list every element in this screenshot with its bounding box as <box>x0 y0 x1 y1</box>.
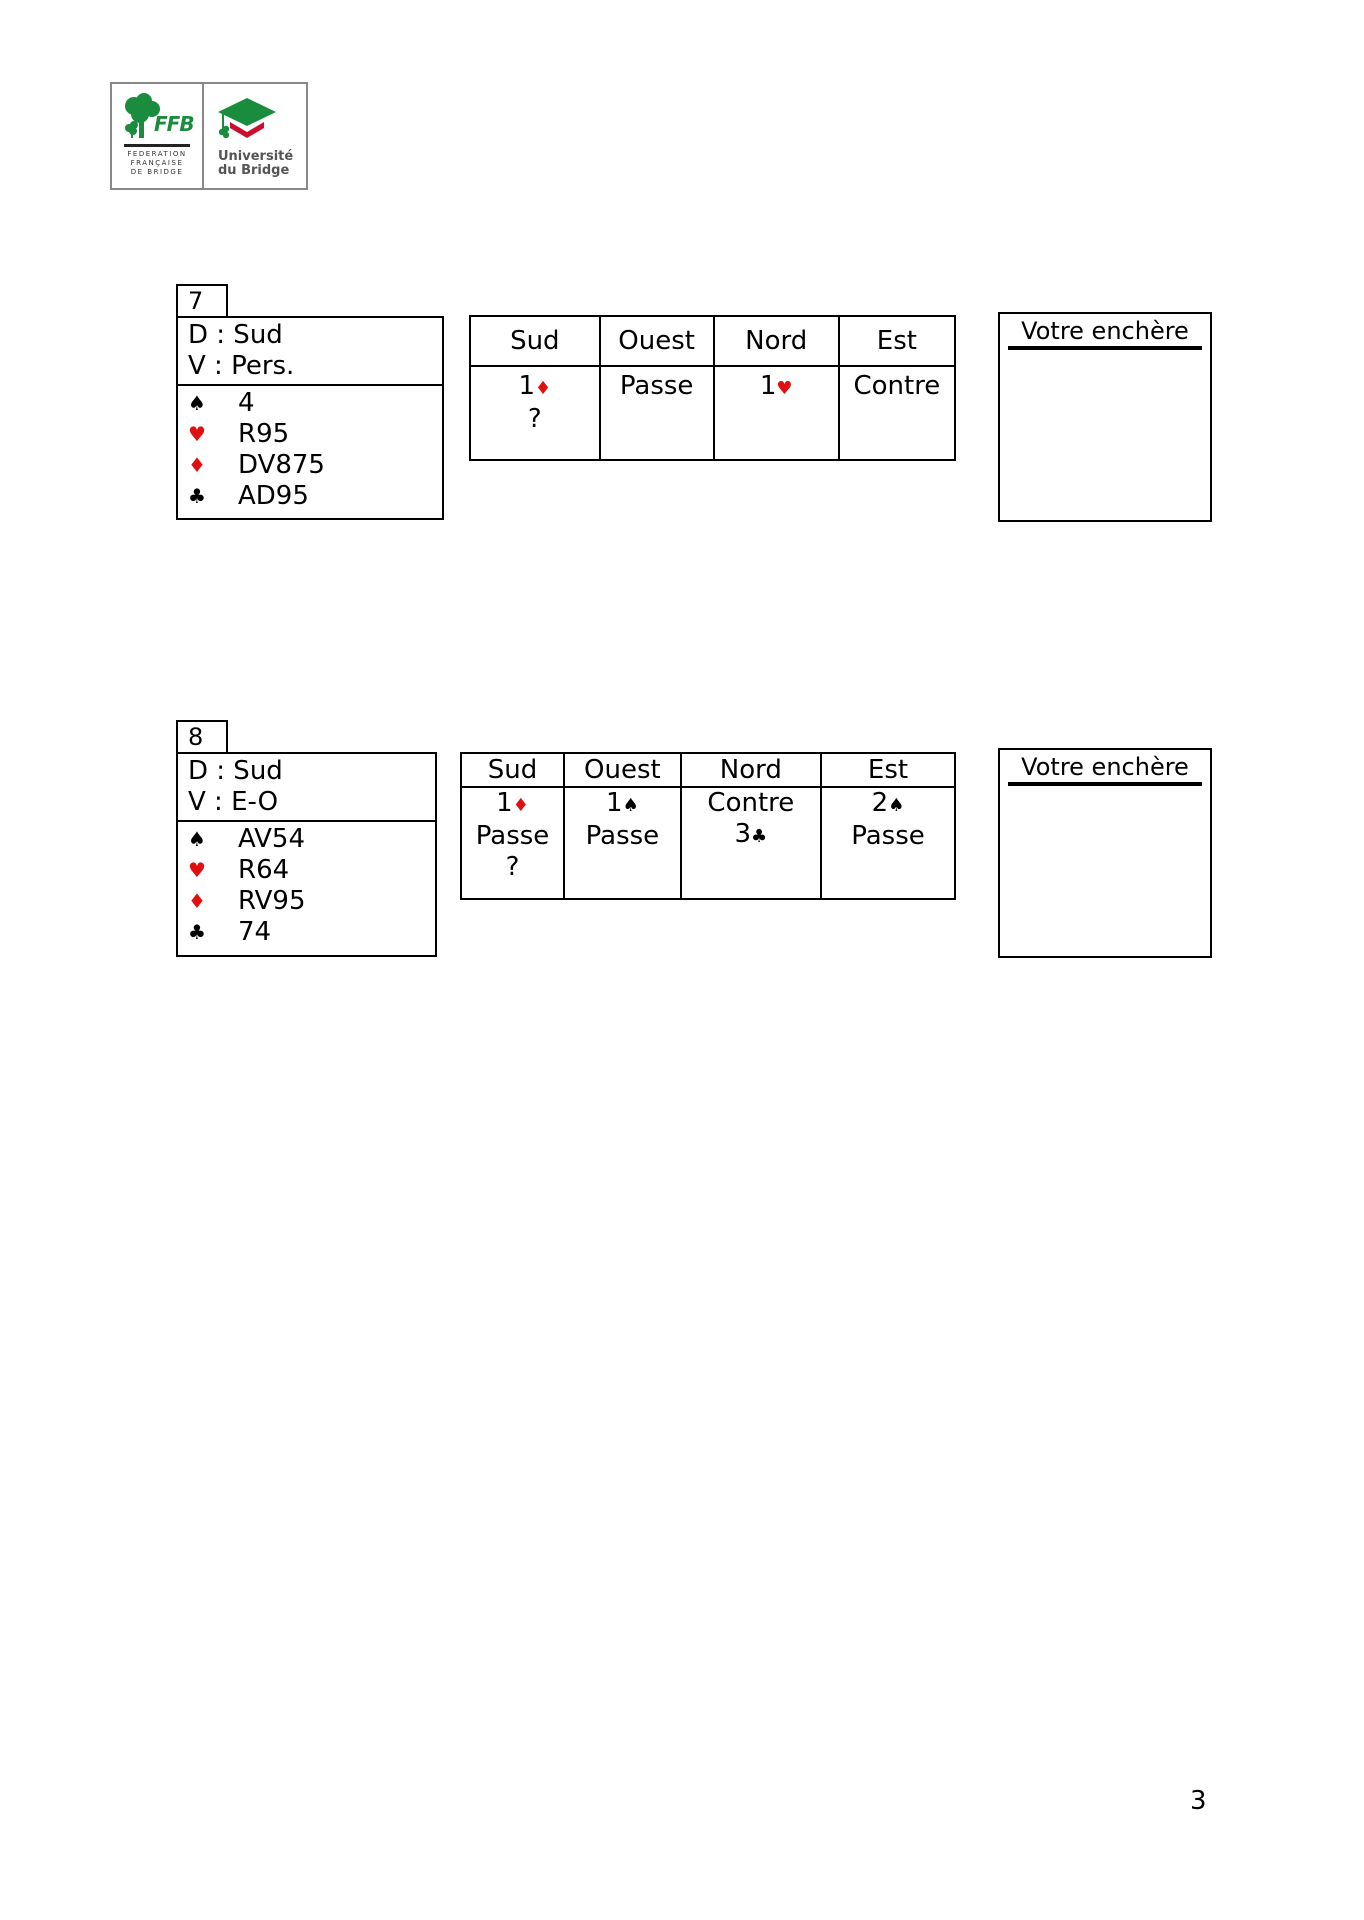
club-icon: ♣ <box>188 484 206 508</box>
spades-row <box>188 824 435 855</box>
diamond-icon: ♦ <box>512 795 529 816</box>
deal-number-box <box>176 284 228 318</box>
hand-meta <box>178 754 435 822</box>
bid-level: 1 <box>496 788 513 818</box>
bid: ? <box>505 852 520 882</box>
ffb-sub-1: FEDERATION <box>127 150 187 158</box>
heart-icon: ♥ <box>188 858 206 882</box>
dealer: D : Sud <box>188 756 283 786</box>
diamonds-row <box>188 886 435 917</box>
bid: Passe <box>585 821 660 851</box>
ffb-sub-2: FRANÇAISE <box>130 159 184 167</box>
bids-sud <box>461 787 564 899</box>
votre-enchere-label: Votre enchère <box>1008 752 1202 786</box>
universite-logo <box>204 84 306 188</box>
bids-est <box>821 787 955 899</box>
universite-wordmark <box>218 150 293 178</box>
hearts-row <box>188 419 442 450</box>
header-sud: Sud <box>461 753 564 787</box>
bid-level: 1 <box>518 371 536 401</box>
universite-line-1: Université <box>218 149 294 164</box>
spade-icon: ♠ <box>622 795 639 816</box>
bid <box>462 788 563 821</box>
bids-est <box>839 366 955 460</box>
deal-number-box <box>176 720 228 754</box>
bid: Passe <box>851 821 925 851</box>
bid: Passe <box>475 821 550 851</box>
deal-number: 8 <box>188 723 204 751</box>
page-number: 3 <box>1190 1786 1207 1816</box>
spade-icon: ♠ <box>188 827 206 851</box>
header-nord: Nord <box>714 316 839 366</box>
universite-line-2: du Bridge <box>218 163 290 178</box>
bids-nord <box>714 366 839 460</box>
hand-box <box>176 752 437 957</box>
bids-ouest <box>600 366 714 460</box>
bid <box>822 788 954 821</box>
spades-cards: 4 <box>238 388 255 418</box>
diamonds-cards: RV95 <box>238 886 306 916</box>
header-est: Est <box>839 316 955 366</box>
diamond-icon: ♦ <box>188 453 206 477</box>
ffb-logo <box>112 84 204 188</box>
header-nord: Nord <box>681 753 821 787</box>
votre-enchere-box[interactable] <box>998 312 1212 522</box>
bid <box>715 371 838 404</box>
ffb-universite-logo <box>110 82 308 190</box>
bid: Passe <box>619 371 694 401</box>
graduation-cap-icon <box>212 92 282 148</box>
header-est: Est <box>821 753 955 787</box>
vulnerability: V : E-O <box>188 787 279 817</box>
bid <box>565 788 680 821</box>
bid-level: 1 <box>759 371 777 401</box>
bids-sud <box>470 366 600 460</box>
club-icon: ♣ <box>751 826 768 847</box>
spade-icon: ♠ <box>188 391 206 415</box>
spades-cards: AV54 <box>238 824 305 854</box>
hand-meta <box>178 318 442 386</box>
hand-box <box>176 316 444 520</box>
bid <box>471 371 599 404</box>
spade-icon: ♠ <box>888 795 905 816</box>
bidding-table <box>469 315 956 461</box>
hearts-cards: R64 <box>238 855 290 885</box>
bids-ouest <box>564 787 681 899</box>
header-sud: Sud <box>470 316 600 366</box>
logo-divider <box>124 144 190 147</box>
bid-level: 3 <box>734 819 752 849</box>
votre-enchere-label: Votre enchère <box>1008 316 1202 350</box>
header-ouest: Ouest <box>600 316 714 366</box>
hearts-row <box>188 855 435 886</box>
diamonds-row <box>188 450 442 481</box>
bid-level: 2 <box>871 788 889 818</box>
bidding-table <box>460 752 956 900</box>
bid <box>682 819 820 852</box>
heart-icon: ♥ <box>776 378 793 399</box>
bid-level: 1 <box>606 788 623 818</box>
header-ouest: Ouest <box>564 753 681 787</box>
heart-icon: ♥ <box>188 422 206 446</box>
diamond-icon: ♦ <box>188 889 206 913</box>
hearts-cards: R95 <box>238 419 290 449</box>
diamonds-cards: DV875 <box>238 450 325 480</box>
club-icon: ♣ <box>188 920 206 944</box>
clubs-cards: AD95 <box>238 481 309 511</box>
ffb-sub-3: DE BRIDGE <box>130 168 184 176</box>
hand-suits <box>178 822 435 948</box>
vulnerability: V : Pers. <box>188 351 295 381</box>
bid: ? <box>527 404 542 434</box>
votre-enchere-box[interactable] <box>998 748 1212 958</box>
clubs-row <box>188 481 442 512</box>
hand-suits <box>178 386 442 512</box>
clubs-cards: 74 <box>238 917 272 947</box>
diamond-icon: ♦ <box>535 378 552 399</box>
ffb-wordmark: FFB <box>154 112 194 136</box>
bids-nord <box>681 787 821 899</box>
bid: Contre <box>707 788 795 818</box>
clubs-row <box>188 917 435 948</box>
dealer: D : Sud <box>188 320 283 350</box>
bid: Contre <box>853 371 941 401</box>
deal-number: 7 <box>188 287 204 315</box>
spades-row <box>188 388 442 419</box>
